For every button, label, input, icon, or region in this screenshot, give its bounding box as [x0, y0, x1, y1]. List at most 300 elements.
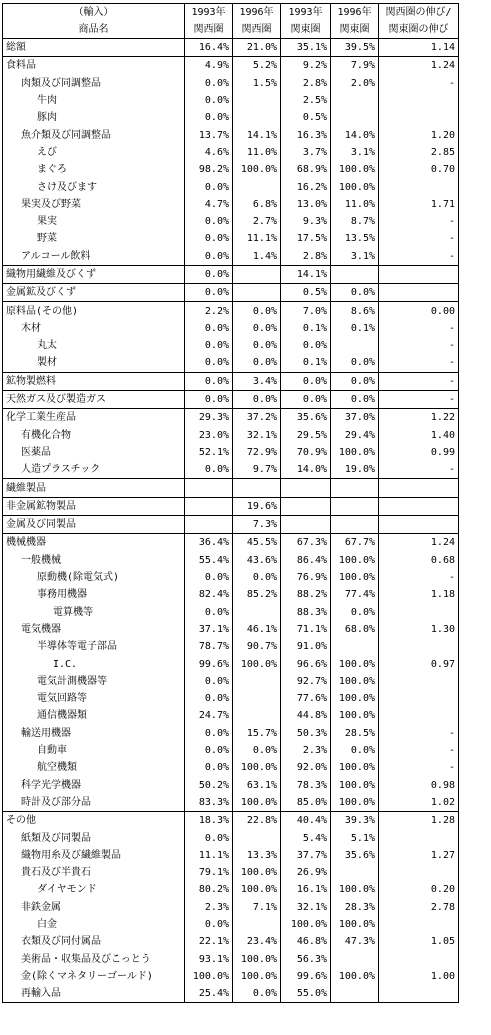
kansai-1996-cell: 45.5%: [233, 534, 281, 552]
kanto-1993-cell: 37.7%: [281, 847, 331, 864]
table-row: [3, 534, 459, 552]
product-name-cell: 木材: [3, 320, 185, 337]
growth-ratio-cell: 0.98: [379, 776, 459, 793]
kanto-1996-cell: [331, 638, 379, 655]
kanto-1996-cell: 100.0%: [331, 707, 379, 724]
kansai-1993-cell: [185, 516, 233, 534]
growth-ratio-cell: -: [379, 320, 459, 337]
kansai-1996-cell: 13.3%: [233, 847, 281, 864]
table-row: [3, 178, 459, 195]
kanto-1996-cell: 19.0%: [331, 461, 379, 479]
table-row: [3, 847, 459, 864]
kanto-1996-cell: [331, 265, 379, 283]
growth-ratio-cell: 2.78: [379, 899, 459, 916]
growth-ratio-cell: 0.68: [379, 552, 459, 569]
kanto-1993-cell: 5.4%: [281, 829, 331, 846]
header-region-kanto-1993: 関東圏: [281, 21, 331, 39]
kansai-1993-cell: 0.0%: [185, 354, 233, 372]
import-share-table: [2, 3, 459, 1003]
kanto-1996-cell: [331, 92, 379, 109]
kansai-1993-cell: 29.3%: [185, 409, 233, 427]
kansai-1996-cell: 100.0%: [233, 794, 281, 812]
table-row: [3, 248, 459, 266]
kansai-1993-cell: 25.4%: [185, 985, 233, 1003]
growth-ratio-cell: 0.70: [379, 161, 459, 178]
product-name-cell: 電気計測機器等: [3, 673, 185, 690]
kansai-1996-cell: 63.1%: [233, 776, 281, 793]
kansai-1996-cell: 0.0%: [233, 569, 281, 586]
kanto-1996-cell: 100.0%: [331, 569, 379, 586]
kanto-1996-cell: 3.1%: [331, 144, 379, 161]
table-row: [3, 899, 459, 916]
kansai-1996-cell: 15.7%: [233, 725, 281, 742]
product-name-cell: 事務用機器: [3, 586, 185, 603]
table-row: [3, 337, 459, 354]
kanto-1996-cell: 68.0%: [331, 621, 379, 638]
kansai-1993-cell: 0.0%: [185, 569, 233, 586]
product-name-cell: 牛肉: [3, 92, 185, 109]
table-row: [3, 794, 459, 812]
growth-ratio-cell: 1.24: [379, 534, 459, 552]
product-name-cell: 金(除くマネタリーゴールド): [3, 968, 185, 985]
kansai-1996-cell: 46.1%: [233, 621, 281, 638]
growth-ratio-cell: 0.99: [379, 444, 459, 461]
growth-ratio-cell: 1.18: [379, 586, 459, 603]
product-name-cell: ダイヤモンド: [3, 881, 185, 898]
kansai-1996-cell: [233, 265, 281, 283]
kanto-1993-cell: 88.3%: [281, 604, 331, 621]
kanto-1996-cell: [331, 864, 379, 881]
kansai-1996-cell: 1.4%: [233, 248, 281, 266]
header-year-1996-kansai: 1996年: [233, 4, 281, 22]
kanto-1996-cell: 47.3%: [331, 933, 379, 950]
growth-ratio-cell: -: [379, 213, 459, 230]
table-row: [3, 109, 459, 126]
kansai-1996-cell: 37.2%: [233, 409, 281, 427]
kanto-1996-cell: 8.6%: [331, 302, 379, 320]
kanto-1993-cell: 13.0%: [281, 196, 331, 213]
kansai-1993-cell: 36.4%: [185, 534, 233, 552]
product-name-cell: 原料品(その他): [3, 302, 185, 320]
product-name-cell: 機械機器: [3, 534, 185, 552]
growth-ratio-cell: -: [379, 248, 459, 266]
kanto-1993-cell: 9.3%: [281, 213, 331, 230]
kansai-1996-cell: 100.0%: [233, 759, 281, 776]
kansai-1993-cell: 18.3%: [185, 812, 233, 830]
growth-ratio-cell: 1.40: [379, 427, 459, 444]
header-year-1993-kanto: 1993年: [281, 4, 331, 22]
table-row: [3, 461, 459, 479]
product-name-cell: 金属鉱及びくず: [3, 284, 185, 302]
product-name-cell: 衣類及び同付属品: [3, 933, 185, 950]
table-row: [3, 230, 459, 247]
kanto-1993-cell: [281, 479, 331, 497]
kanto-1996-cell: 77.4%: [331, 586, 379, 603]
growth-ratio-cell: 1.28: [379, 812, 459, 830]
table-row: [3, 39, 459, 57]
kansai-1996-cell: 7.3%: [233, 516, 281, 534]
kanto-1993-cell: 3.7%: [281, 144, 331, 161]
table-row: [3, 75, 459, 92]
kanto-1993-cell: 2.3%: [281, 742, 331, 759]
kanto-1993-cell: 91.0%: [281, 638, 331, 655]
product-name-cell: 通信機器類: [3, 707, 185, 724]
kanto-1993-cell: 14.1%: [281, 265, 331, 283]
table-row: [3, 759, 459, 776]
kanto-1993-cell: 2.8%: [281, 248, 331, 266]
kanto-1993-cell: 16.1%: [281, 881, 331, 898]
product-name-cell: 化学工業生産品: [3, 409, 185, 427]
table-row: [3, 196, 459, 213]
growth-ratio-cell: -: [379, 390, 459, 408]
kanto-1996-cell: 7.9%: [331, 57, 379, 75]
kanto-1993-cell: 88.2%: [281, 586, 331, 603]
kanto-1993-cell: 99.6%: [281, 968, 331, 985]
table-row: [3, 213, 459, 230]
kanto-1996-cell: 3.1%: [331, 248, 379, 266]
kanto-1993-cell: 0.1%: [281, 354, 331, 372]
table-body: [3, 39, 459, 1003]
product-name-cell: I.C.: [3, 655, 185, 672]
kanto-1993-cell: 35.1%: [281, 39, 331, 57]
table-row: [3, 497, 459, 515]
header-region-kansai-1996: 関西圏: [233, 21, 281, 39]
table-row: [3, 569, 459, 586]
kanto-1996-cell: 29.4%: [331, 427, 379, 444]
kansai-1993-cell: 0.0%: [185, 75, 233, 92]
kanto-1996-cell: 0.0%: [331, 284, 379, 302]
kanto-1993-cell: 56.3%: [281, 950, 331, 967]
kansai-1996-cell: 14.1%: [233, 126, 281, 143]
kansai-1996-cell: 100.0%: [233, 881, 281, 898]
kanto-1996-cell: 37.0%: [331, 409, 379, 427]
kanto-1993-cell: 44.8%: [281, 707, 331, 724]
header-product-name: 商品名: [3, 21, 185, 39]
kanto-1996-cell: 13.5%: [331, 230, 379, 247]
kanto-1996-cell: 0.0%: [331, 372, 379, 390]
kansai-1993-cell: 23.0%: [185, 427, 233, 444]
kanto-1996-cell: [331, 479, 379, 497]
product-name-cell: 果実及び野菜: [3, 196, 185, 213]
kanto-1993-cell: [281, 497, 331, 515]
kanto-1996-cell: 28.3%: [331, 899, 379, 916]
kanto-1996-cell: 100.0%: [331, 161, 379, 178]
kanto-1993-cell: 86.4%: [281, 552, 331, 569]
kanto-1996-cell: 0.0%: [331, 604, 379, 621]
kansai-1996-cell: 32.1%: [233, 427, 281, 444]
kansai-1996-cell: [233, 690, 281, 707]
growth-ratio-cell: -: [379, 337, 459, 354]
table-row: [3, 655, 459, 672]
growth-ratio-cell: 1.71: [379, 196, 459, 213]
kanto-1996-cell: 100.0%: [331, 655, 379, 672]
kansai-1996-cell: 0.0%: [233, 320, 281, 337]
kanto-1996-cell: [331, 950, 379, 967]
kanto-1996-cell: 0.0%: [331, 354, 379, 372]
kanto-1996-cell: 100.0%: [331, 178, 379, 195]
header-year-1993-kansai: 1993年: [185, 4, 233, 22]
kanto-1993-cell: 55.0%: [281, 985, 331, 1003]
growth-ratio-cell: 1.27: [379, 847, 459, 864]
kansai-1993-cell: 4.9%: [185, 57, 233, 75]
kanto-1993-cell: 78.3%: [281, 776, 331, 793]
product-name-cell: 果実: [3, 213, 185, 230]
kanto-1993-cell: 92.0%: [281, 759, 331, 776]
product-name-cell: 再輸入品: [3, 985, 185, 1003]
kansai-1996-cell: 100.0%: [233, 161, 281, 178]
kanto-1993-cell: 0.5%: [281, 284, 331, 302]
kansai-1996-cell: 0.0%: [233, 390, 281, 408]
kansai-1996-cell: [233, 284, 281, 302]
growth-ratio-cell: 1.20: [379, 126, 459, 143]
kanto-1993-cell: 100.0%: [281, 916, 331, 933]
kanto-1993-cell: 0.0%: [281, 337, 331, 354]
kansai-1993-cell: 37.1%: [185, 621, 233, 638]
growth-ratio-cell: -: [379, 759, 459, 776]
product-name-cell: 電気回路等: [3, 690, 185, 707]
kansai-1993-cell: 0.0%: [185, 109, 233, 126]
growth-ratio-cell: [379, 690, 459, 707]
kansai-1996-cell: 0.0%: [233, 985, 281, 1003]
growth-ratio-cell: [379, 673, 459, 690]
kanto-1996-cell: 28.5%: [331, 725, 379, 742]
kanto-1996-cell: 0.0%: [331, 390, 379, 408]
kansai-1993-cell: 0.0%: [185, 461, 233, 479]
kansai-1993-cell: 4.7%: [185, 196, 233, 213]
table-row: [3, 284, 459, 302]
product-name-cell: 非金属鉱物製品: [3, 497, 185, 515]
product-name-cell: えび: [3, 144, 185, 161]
growth-ratio-cell: [379, 109, 459, 126]
growth-ratio-cell: -: [379, 742, 459, 759]
kansai-1993-cell: 22.1%: [185, 933, 233, 950]
kanto-1993-cell: 71.1%: [281, 621, 331, 638]
product-name-cell: 白金: [3, 916, 185, 933]
kansai-1993-cell: 11.1%: [185, 847, 233, 864]
kansai-1996-cell: 100.0%: [233, 864, 281, 881]
product-name-cell: 製材: [3, 354, 185, 372]
product-name-cell: 輸送用機器: [3, 725, 185, 742]
table-row: [3, 552, 459, 569]
kanto-1993-cell: 40.4%: [281, 812, 331, 830]
kansai-1996-cell: 3.4%: [233, 372, 281, 390]
kansai-1996-cell: [233, 178, 281, 195]
kanto-1993-cell: 76.9%: [281, 569, 331, 586]
product-name-cell: 非鉄金属: [3, 899, 185, 916]
kansai-1993-cell: 2.3%: [185, 899, 233, 916]
product-name-cell: 科学光学機器: [3, 776, 185, 793]
kansai-1996-cell: 22.8%: [233, 812, 281, 830]
kansai-1993-cell: [185, 479, 233, 497]
kanto-1996-cell: 100.0%: [331, 759, 379, 776]
kanto-1996-cell: 100.0%: [331, 776, 379, 793]
kansai-1993-cell: 0.0%: [185, 759, 233, 776]
product-name-cell: 一般機械: [3, 552, 185, 569]
kansai-1993-cell: 52.1%: [185, 444, 233, 461]
table-row: [3, 302, 459, 320]
table-row: [3, 742, 459, 759]
kanto-1996-cell: 39.5%: [331, 39, 379, 57]
kansai-1996-cell: 11.1%: [233, 230, 281, 247]
kanto-1993-cell: 0.0%: [281, 390, 331, 408]
kansai-1993-cell: 24.7%: [185, 707, 233, 724]
kanto-1993-cell: 0.1%: [281, 320, 331, 337]
table-row: [3, 707, 459, 724]
kanto-1996-cell: 100.0%: [331, 794, 379, 812]
growth-ratio-cell: -: [379, 569, 459, 586]
kansai-1993-cell: 99.6%: [185, 655, 233, 672]
kanto-1993-cell: 50.3%: [281, 725, 331, 742]
table-row: [3, 92, 459, 109]
header-row-2: [3, 21, 459, 39]
growth-ratio-cell: [379, 916, 459, 933]
growth-ratio-cell: [379, 178, 459, 195]
kansai-1996-cell: 0.0%: [233, 354, 281, 372]
kansai-1993-cell: 79.1%: [185, 864, 233, 881]
product-name-cell: 電気機器: [3, 621, 185, 638]
kanto-1996-cell: 2.0%: [331, 75, 379, 92]
table-row: [3, 126, 459, 143]
kanto-1993-cell: 16.3%: [281, 126, 331, 143]
table-row: [3, 881, 459, 898]
kansai-1996-cell: [233, 604, 281, 621]
product-name-cell: その他: [3, 812, 185, 830]
kansai-1996-cell: 6.8%: [233, 196, 281, 213]
header-year-1996-kanto: 1996年: [331, 4, 379, 22]
kansai-1993-cell: 50.2%: [185, 776, 233, 793]
table-row: [3, 776, 459, 793]
kanto-1993-cell: 96.6%: [281, 655, 331, 672]
table-row: [3, 265, 459, 283]
kansai-1993-cell: 0.0%: [185, 92, 233, 109]
growth-ratio-cell: 1.30: [379, 621, 459, 638]
table-row: [3, 950, 459, 967]
table-row: [3, 372, 459, 390]
kanto-1993-cell: 7.0%: [281, 302, 331, 320]
product-name-cell: 人造プラスチック: [3, 461, 185, 479]
table-row: [3, 444, 459, 461]
kansai-1996-cell: [233, 829, 281, 846]
product-name-cell: 時計及び部分品: [3, 794, 185, 812]
kansai-1996-cell: [233, 92, 281, 109]
kansai-1993-cell: 0.0%: [185, 178, 233, 195]
kansai-1996-cell: 1.5%: [233, 75, 281, 92]
kanto-1993-cell: 68.9%: [281, 161, 331, 178]
kansai-1996-cell: 100.0%: [233, 950, 281, 967]
kanto-1993-cell: 77.6%: [281, 690, 331, 707]
kansai-1996-cell: 2.7%: [233, 213, 281, 230]
kansai-1996-cell: 7.1%: [233, 899, 281, 916]
kansai-1996-cell: 0.0%: [233, 302, 281, 320]
header-growth-ratio-top: 関西圏の伸び/: [379, 4, 459, 22]
product-name-cell: 野菜: [3, 230, 185, 247]
product-name-cell: 原動機(除電気式): [3, 569, 185, 586]
table-row: [3, 427, 459, 444]
product-name-cell: 自動車: [3, 742, 185, 759]
kanto-1996-cell: 0.0%: [331, 742, 379, 759]
kanto-1996-cell: 14.0%: [331, 126, 379, 143]
product-name-cell: アルコール飲料: [3, 248, 185, 266]
product-name-cell: 織物用繊維及びくず: [3, 265, 185, 283]
kanto-1993-cell: 67.3%: [281, 534, 331, 552]
kanto-1993-cell: 16.2%: [281, 178, 331, 195]
kansai-1996-cell: [233, 707, 281, 724]
kansai-1993-cell: 80.2%: [185, 881, 233, 898]
kansai-1996-cell: 19.6%: [233, 497, 281, 515]
kanto-1996-cell: 100.0%: [331, 690, 379, 707]
product-name-cell: 有機化合物: [3, 427, 185, 444]
growth-ratio-cell: 0.00: [379, 302, 459, 320]
kansai-1996-cell: 100.0%: [233, 655, 281, 672]
table-row: [3, 479, 459, 497]
growth-ratio-cell: [379, 829, 459, 846]
kanto-1996-cell: 0.1%: [331, 320, 379, 337]
table-row: [3, 985, 459, 1003]
kanto-1993-cell: 2.5%: [281, 92, 331, 109]
kansai-1996-cell: 5.2%: [233, 57, 281, 75]
kansai-1996-cell: 23.4%: [233, 933, 281, 950]
product-name-cell: さけ及びます: [3, 178, 185, 195]
kansai-1993-cell: 2.2%: [185, 302, 233, 320]
kansai-1993-cell: 0.0%: [185, 916, 233, 933]
growth-ratio-cell: 2.85: [379, 144, 459, 161]
kansai-1993-cell: 0.0%: [185, 337, 233, 354]
growth-ratio-cell: [379, 985, 459, 1003]
kansai-1993-cell: 0.0%: [185, 604, 233, 621]
growth-ratio-cell: [379, 950, 459, 967]
kansai-1993-cell: 0.0%: [185, 265, 233, 283]
growth-ratio-cell: [379, 516, 459, 534]
growth-ratio-cell: 1.24: [379, 57, 459, 75]
growth-ratio-cell: 1.14: [379, 39, 459, 57]
kanto-1993-cell: 2.8%: [281, 75, 331, 92]
kansai-1996-cell: 85.2%: [233, 586, 281, 603]
table-row: [3, 864, 459, 881]
growth-ratio-cell: [379, 284, 459, 302]
kanto-1993-cell: 26.9%: [281, 864, 331, 881]
kansai-1996-cell: 0.0%: [233, 337, 281, 354]
kanto-1996-cell: 100.0%: [331, 968, 379, 985]
product-name-cell: 貴石及び半貴石: [3, 864, 185, 881]
header-region-kanto-1996: 関東圏: [331, 21, 379, 39]
kansai-1993-cell: 0.0%: [185, 320, 233, 337]
header-row-1: [3, 4, 459, 22]
kansai-1993-cell: 83.3%: [185, 794, 233, 812]
kanto-1996-cell: 100.0%: [331, 552, 379, 569]
table-row: [3, 933, 459, 950]
kansai-1996-cell: [233, 673, 281, 690]
table-row: [3, 354, 459, 372]
table-row: [3, 829, 459, 846]
product-name-cell: 豚肉: [3, 109, 185, 126]
growth-ratio-cell: [379, 497, 459, 515]
growth-ratio-cell: 0.97: [379, 655, 459, 672]
kansai-1993-cell: 82.4%: [185, 586, 233, 603]
kansai-1993-cell: 0.0%: [185, 390, 233, 408]
product-name-cell: 電算機等: [3, 604, 185, 621]
kanto-1996-cell: [331, 109, 379, 126]
table-row: [3, 812, 459, 830]
table-row: [3, 725, 459, 742]
kansai-1993-cell: 100.0%: [185, 968, 233, 985]
table-row: [3, 144, 459, 161]
kansai-1993-cell: 0.0%: [185, 248, 233, 266]
growth-ratio-cell: 0.20: [379, 881, 459, 898]
kanto-1993-cell: 0.0%: [281, 372, 331, 390]
table-row: [3, 968, 459, 985]
kansai-1996-cell: [233, 916, 281, 933]
kanto-1993-cell: 32.1%: [281, 899, 331, 916]
